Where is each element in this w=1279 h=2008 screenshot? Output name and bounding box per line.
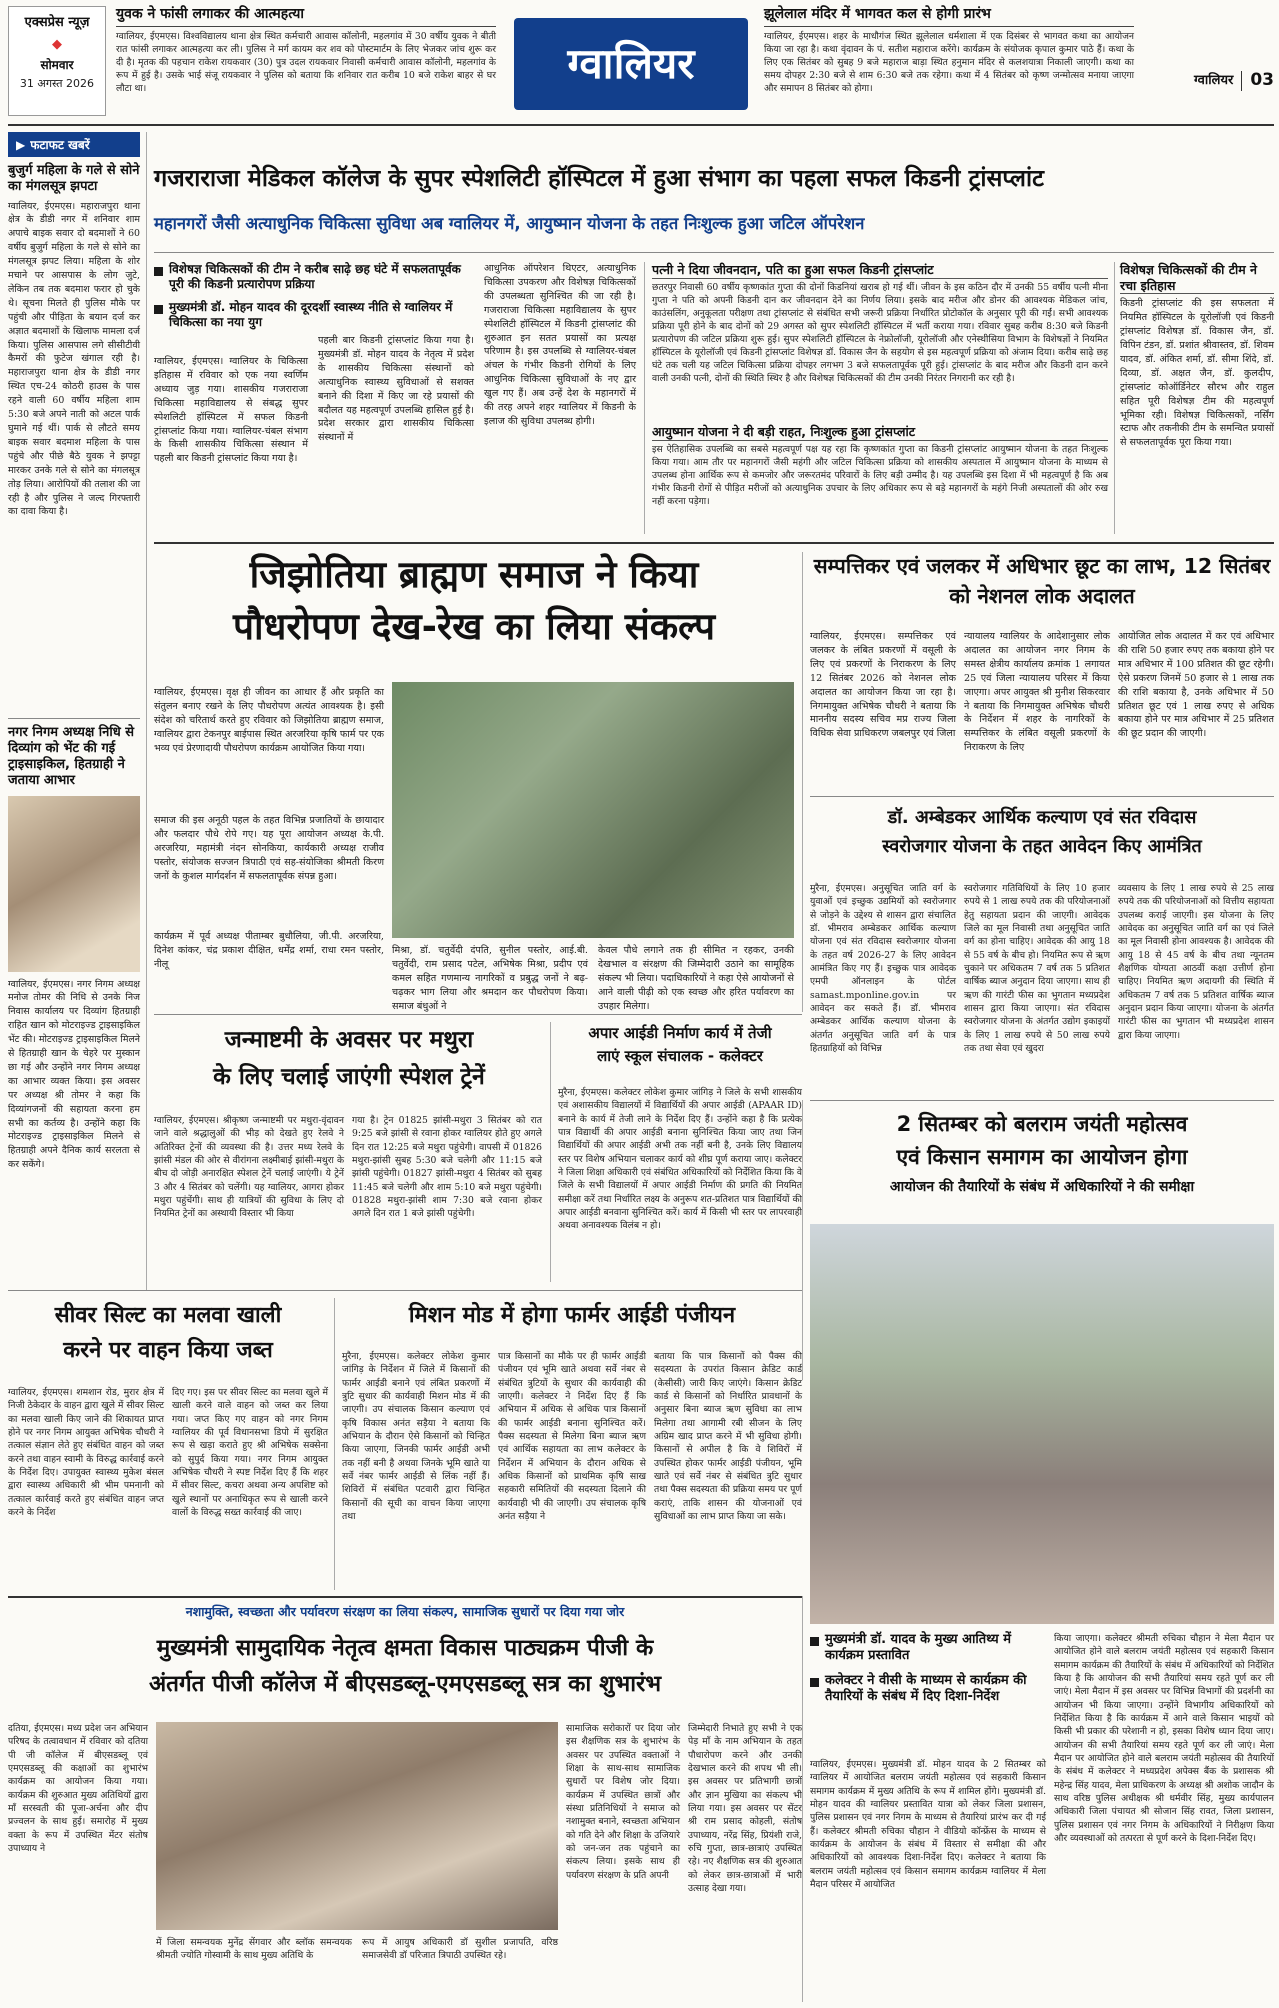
lead-bullet-2-text: मुख्यमंत्री डॉ. मोहन यादव की दूरदर्शी स्वास्थ्य नीति से ग्वालियर में चिकित्सा का नया युग (169, 300, 453, 329)
janmashtami-headline-2: के लिए चलाई जाएंगी स्पेशल ट्रेनें (213, 1063, 485, 1090)
balram-col1: ग्वालियर, ईएमएस। मुख्यमंत्री डॉ. मोहन यादव के 2 सितम्बर को ग्वालियर में आयोजित बलराम जयंती महोत्सव एवं सहकारी किसान समागम कार्यक्रम में मुख्य अतिथि के रूप में शामिल होंगे। मुख्यमंत्री डॉ. मोहन यादव की ग्वालियर प्रस्तावित यात्रा को लेकर जिला प्रशासन, पुलिस प्रशासन एवं नगर निगम के माध्यम से तैयारियां प्रारंभ कर दी गई हैं। कलेक्टर श्रीमती रुचिका चौहान ने वीडियो कॉन्फ्रेंस के माध्यम से कार्यक्रम के आयोजन के संबंध में विस्तार से समीक्षा की और अधिकारियों को आवश्यक दिशा-निर्देश दिए। कलेक्टर ने बताया कि बलराम जयंती महोत्सव एवं किसान समागम कार्यक्रम ग्वालियर में मेला मैदान परिसर में आयोजित (810, 1759, 1046, 1891)
janmashtami-headline-box (154, 1022, 544, 1106)
square-bullet-icon (810, 1678, 819, 1687)
apaar-headline-2: लाएं स्कूल संचालक - कलेक्टर (597, 1047, 763, 1066)
lead-rule-v1 (644, 262, 645, 534)
city-banner-title: ग्वालियर (567, 38, 695, 88)
top-left-story (116, 6, 496, 118)
lead-team-box (1120, 262, 1274, 536)
ambedkar-col3: व्यवसाय के लिए 1 लाख रुपये से 25 लाख रुपये तक की परियोजनाओं को वित्तीय सहायता उपलब्ध कराई जाएगी। इस योजना के लिए आवेदक का अनुसूचित जाति वर्ग का एवं जिले का मूल निवासी होना आवश्यक है। आवेदक की आयु 18 से 45 वर्ष के बीच तथा न्यूनतम शैक्षणिक योग्यता आठवीं कक्षा उत्तीर्ण होना चाहिए। नियमित ऋण अदायगी की स्थिति में अधिकतम 7 वर्ष तक 5 प्रतिशत वार्षिक ब्याज अनुदान प्रदान किया जाएगा। योजना के अंतर्गत गारंटी फीस का भुगतान भी मध्यप्रदेश शासन द्वारा किया जाएगा। (1118, 883, 1274, 1041)
bottom-rule (8, 1596, 802, 1598)
square-bullet-icon (810, 1637, 819, 1646)
ambedkar-headline-box (810, 804, 1274, 874)
city-banner (514, 18, 748, 110)
bottom-headline-box (8, 1630, 802, 1714)
lead-headline-box (154, 164, 1274, 210)
lead-box1-body: छतरपुर निवासी 60 वर्षीय कृष्णकांत गुप्ता की दोनों किडनियां खराब हो गई थीं। जीवन के इस कठिन दौर में उनकी 55 वर्षीय पत्नी मीना गुप्ता ने पति को अपनी किडनी दान कर जीवनदान देने का निर्णय लिया। इसके बाद मरीज और डोनर की आवश्यक मेडिकल जांच, काउंसलिंग, अनुकूलता परीक्षण तथा ट्रांसप्लांट से संबंधित सभी जरूरी प्रक्रिया निर्धारित प्रोटोकॉल के अनुसार पूरी की गईं। सभी आवश्यक प्रक्रिया पूरी होने के बाद दोनों को 29 अगस्त को सुपर स्पेशलिटी हॉस्पिटल में भर्ती कराया गया। रविवार सुबह करीब 8:30 बजे किडनी प्रत्यारोपण की जटिल प्रक्रिया शुरू हुई। सुपर स्पेशलिटी हॉस्पिटल के नेफ्रोलॉजी, यूरोलॉजी और एनेस्थीसिया विभाग के विशेषज्ञों ने नियमित हॉस्पिटल के यूरोलॉजी एवं किडनी ट्रांसप्लांट विशेषज्ञ डॉ. विकास जैन के सहयोग से इस महत्वपूर्ण प्रक्रिया को अंजाम दिया। करीब साढ़े छह घंटे तक चली यह जटिल चिकित्सा प्रक्रिया दोपहर लगभग 3 बजे सफलतापूर्वक पूरी हुई। ट्रांसप्लांट के बाद मरीज और किडनी दान करने वाली उनकी पत्नी, दोनों की स्थिति स्थिर है और विशेषज्ञ चिकित्सकों की टीम उनकी निरंतर निगरानी कर रही है। (652, 281, 1108, 385)
bottom-photo (156, 1722, 558, 1930)
bottom-col2: में जिला समन्वयक मुनेंद्र सेंगवार और ब्लॉक समन्वयक श्रीमती ज्योति गोस्वामी के साथ मुख्य अतिथि के (156, 1937, 352, 1962)
top-left-body: ग्वालियर, ईएमएस। विश्वविद्यालय थाना क्षेत्र स्थित कर्मचारी आवास कॉलोनी, महलगांव में 30 वर्षीय युवक ने बीती रात फांसी लगाकर आत्महत्या कर ली। पुलिस ने मर्ग कायम कर शव को पोस्टमार्टम के लिए भेजकर जांच शुरू कर दी है। मृतक की पहचान राकेश रायकवार (30) पुत्र उदल रायकवार निवासी कर्मचारी आवास कॉलोनी, महलगांव के रूप में हुई है। उसके भाई संजू रायकवार ने पुलिस को बताया कि शनिवार रात करीब 10 बजे राकेश बाहर से घर लौटा था। (116, 30, 496, 94)
sidebar-divider (8, 718, 140, 719)
plantation-body-1: ग्वालियर, ईएमएस। वृक्ष ही जीवन का आधार हैं और प्रकृति का संतुलन बनाए रखने के लिए पौधरोपण अत्यंत आवश्यक है। इसी संदेश को चरितार्थ करते हुए रविवार को जिझोतिया ब्राह्मण समाज, ग्वालियर द्वारा टेकनपुर बाईपास स्थित अरजरिया कृषि फार्म पर एक भव्य एवं प्रेरणादायी पौधरोपण कार्यक्रम आयोजित किया गया। (154, 687, 384, 754)
sidebar (8, 132, 140, 1290)
farmer-id-headline: मिशन मोड में होगा फार्मर आईडी पंजीयन (408, 1303, 736, 1328)
page-number: 03 (1250, 70, 1274, 91)
issue-day: सोमवार (40, 58, 74, 73)
sidebar-rule (146, 132, 147, 1290)
bottom-kicker: नशामुक्ति, स्वच्छता और पर्यावरण संरक्षण का लिया संकल्प, सामाजिक सुधारों पर दिया गया जोर (185, 1604, 625, 1619)
square-bullet-icon (154, 267, 163, 276)
lead-col2: पहली बार किडनी ट्रांसप्लांट किया गया है। मुख्यमंत्री डॉ. मोहन यादव के नेतृत्व में प्रदेश के शासकीय चिकित्सा संस्थानों को अत्याधुनिक स्वास्थ्य सुविधाओं से सशक्त बनाने की दिशा में किए जा रहे प्रयासों की बदौलत यह महत्वपूर्ण उपलब्धि हासिल हुई है। प्रदेश सरकार द्वारा शासकीय चिकित्सा संस्थानों में (318, 335, 474, 444)
sewer-col1: ग्वालियर, ईएमएस। शमशान रोड, मुरार क्षेत्र में निजी ठेकेदार के वाहन द्वारा खुले में सीवर सिल्ट का मलवा खाली किए जाने की शिकायत प्राप्त होने पर नगर निगम आयुक्त अभिषेक चौधरी ने तत्काल संज्ञान लेते हुए संबंधित वाहन को जब्त करने तथा वाहन स्वामी के विरुद्ध कार्रवाई करने के निर्देश दिए। उपायुक्त स्वास्थ्य मुकेश बंसल द्वारा स्वास्थ्य अधिकारी श्री भीम पमनानी को तत्काल कार्रवाई करते हुए संबंधित वाहन जप्त करने के निर्देश (8, 1387, 164, 1519)
janmashtami-col2: गया है। ट्रेन 01825 झांसी-मथुरा 3 सितंबर को रात 9:25 बजे झांसी से रवाना होकर ग्वालियर होते हुए अगले दिन रात 12:25 बजे मथुरा पहुंचेगी। वापसी में 01826 मथुरा-झांसी सुबह 5:30 बजे चलेगी और 11:15 बजे झांसी पहुंचेगी। 01827 झांसी-मथुरा 4 सितंबर को सुबह 11:45 बजे चलेगी और शाम 5:10 बजे मथुरा पहुंचेगी। 01828 मथुरा-झांसी शाम 7:30 बजे रवाना होकर अगले दिन रात 1 बजे झांसी पहुंचेगी। (352, 1115, 542, 1220)
farmer-id-headline-box (342, 1302, 802, 1342)
janmashtami-rule (550, 1022, 551, 1282)
bottom-kicker-box (8, 1604, 802, 1626)
tricycle-photo (8, 796, 140, 972)
plantation-body-2: समाज की इस अनूठी पहल के तहत विभिन्न प्रजातियों के छायादार और फलदार पौधे रोपे गए। यह पूरा आयोजन अध्यक्ष के.पी. अरजरिया, महामंत्री नंदन सोनकिया, कार्यकारी अध्यक्ष राजीव पस्तोर, संयोजक सज्जन त्रिपाठी एवं सह-संयोजिका श्रीमती किरण जनों के कुशल मार्गदर्शन में सफलतापूर्वक संपन्न हुआ। (154, 815, 384, 882)
top-left-headline: युवक ने फांसी लगाकर की आत्महत्या (116, 6, 496, 27)
lead-col1: ग्वालियर, ईएमएस। ग्वालियर के चिकित्सा इतिहास में रविवार को एक नया स्वर्णिम अध्याय जुड़ गया। शासकीय गजराराजा चिकित्सा महाविद्यालय से संबद्ध सुपर स्पेशलिटी हॉस्पिटल में सफल किडनी ट्रांसप्लांट किया गया। ग्वालियर-चंबल संभाग के किसी शासकीय चिकित्सा संस्थान में पहली बार किडनी ट्रांसप्लांट किया गया है। (154, 356, 308, 465)
lead-subhead-box (154, 214, 1274, 242)
arrow-icon: ▶ (16, 137, 26, 152)
plantation-headline-1: जिझोतिया ब्राह्मण समाज ने किया (249, 553, 699, 596)
plantation-bottom-rule (154, 1014, 802, 1015)
lead-bullet-1-text: विशेषज्ञ चिकित्सकों की टीम ने करीब साढ़े छह घंटे में सफलतापूर्वक पूरी की किडनी प्रत्यारोपण प्रक्रिया (169, 262, 461, 291)
page-label: ग्वालियर (1194, 72, 1234, 88)
bottom-headline-1: मुख्यमंत्री सामुदायिक नेतृत्व क्षमता विकास पाठ्यक्रम पीजी के (156, 1635, 654, 1661)
property-tax-rule (810, 796, 1274, 797)
sidebar-story1-body: ग्वालियर, ईएमएस। महाराजपुरा थाना क्षेत्र के डीडी नगर में शनिवार शाम अपाचे बाइक सवार दो बदमाशों ने 60 वर्षीय बुजुर्ग महिला के गले से सोने का मंगलसूत्र झपट लिया। महिला के शोर मचाने पर आसपास के लोग जुटे, लेकिन तब तक बदमाश फरार हो चुके थे। सूचना मिलते ही पुलिस मौके पर पहुंची और पीड़िता के बयान दर्ज कर अज्ञात बदमाशों के खिलाफ मामला दर्ज किया। पुलिस आसपास लगे सीसीटीवी कैमरों की फुटेज खंगाल रही है। महाराजपुरा थाना क्षेत्र के डीडी नगर स्थित एच-24 कोठरी हाउस के पास रहने वाली 60 वर्षीय महिला शाम 5:30 बजे अपने नाती को अटल पार्क घुमाने गई थीं। पार्क से लौटते समय बाइक सवार बदमाश महिला के पास पहुंचे और पीछे बैठे युवक ने झपट्टा मारकर उनके गले से सोने का मंगलसूत्र तोड़ लिया। आरोपियों की तलाश की जा रही है और पुलिस ने जल्द गिरफ्तारी का दावा किया है। (8, 200, 140, 518)
property-tax-headline-box (810, 552, 1274, 622)
sewer-rule (334, 1298, 335, 1590)
farmer-id-col1: मुरैना, ईएमएस। कलेक्टर लोकेश कुमार जांगिड़ के निर्देशन में जिले में किसानों की फार्मर आईडी बनाने एवं लंबित प्रकरणों में त्रुटि सुधार की कार्यवाही मिशन मोड में की जाएगी। उप संचालक किसान कल्याण एवं कृषि विकास अनंत सड़ैया ने बताया कि अभियान के दौरान ऐसे किसानों को चिन्हित किया जाएगा, जिनकी फार्मर आईडी अभी तक नहीं बनी है अथवा जिनके भूमि खाते या सर्वे नंबर फार्मर आईडी से लिंक नहीं हैं। शिविरों में संबंधित पटवारी द्वारा चिन्हित किसानों की सूची का वाचन किया जाएगा तथा (342, 1351, 490, 1523)
ambedkar-headline-2: स्वरोजगार योजना के तहत आवेदन किए आमंत्रित (882, 835, 1202, 857)
brand-star-icon: ◆ (52, 37, 62, 53)
balram-photo (810, 1224, 1274, 1624)
top-right-headline: झूलेलाल मंदिर में भागवत कल से होगी प्रारंभ (764, 6, 1134, 27)
balram-bullet-2 (810, 1673, 1050, 1706)
lead-box2-body: इस ऐतिहासिक उपलब्धि का सबसे महत्वपूर्ण पक्ष यह रहा कि कृष्णकांत गुप्ता का किडनी ट्रांसप्लांट आयुष्मान योजना के तहत निःशुल्क किया गया। आम तौर पर महानगरों जैसी महंगी और जटिल चिकित्सा प्रक्रिया को शासकीय अस्पताल में आयुष्मान योजना के माध्यम से उपलब्ध होना आर्थिक रूप से कमजोर और जरूरतमंद परिवारों के लिए बड़ी उम्मीद है। यह उपलब्धि इस दिशा में भी महत्वपूर्ण है कि अब गंभीर किडनी रोगों से पीड़ित मरीजों को अत्याधुनिक उपचार के लिए अधिकार रूप से बड़े महानगरों के महंगे निजी अस्पतालों की ओर रुख नहीं करना पड़ेगा। (652, 443, 1108, 507)
plantation-headline-2: पौधरोपण देख-रेख का लिया संकल्प (232, 605, 716, 649)
plantation-body-3: कार्यक्रम में पूर्व अध्यक्ष पीताम्बर बुधौलिया, जी.पी. अरजरिया, दिनेश कांकर, चंद्र प्रकाश दीक्षित, धर्मेंद्र शर्मा, राधा रमन पस्तोर, नीलू (154, 931, 384, 970)
sidebar-story2-headline: नगर निगम अध्यक्ष निधि से दिव्यांग को भेंट की गई ट्राइसाइकिल, हितग्राही ने जताया आभार (8, 724, 135, 789)
sidebar-story1-headline: बुजुर्ग महिला के गले से सोने का मंगलसूत्र झपटा (8, 163, 140, 195)
janmashtami-headline-1: जन्माष्टमी के अवसर पर मथुरा (224, 1027, 474, 1053)
lead-team-title: विशेषज्ञ चिकित्सकों की टीम ने रचा इतिहास (1120, 262, 1274, 294)
lead-rule-v2 (1114, 262, 1115, 534)
folio-divider (1241, 71, 1242, 91)
property-tax-col2: न्यायालय ग्वालियर के आदेशानुसार लोक अदालत का आयोजन नगर निगम के समस्त क्षेत्रीय कार्यालय क्रमांक 1 लगायत 25 एवं जिला न्यायालय परिसर में किया जाएगा। अपर आयुक्त श्री मुनीश सिकरवार ने बताया कि निगमायुक्त अभिषेक चौधरी के निर्देशन में शहर के नागरिकों के सम्पत्तिकर के लंबित वसूली प्रकरणों के निराकरण के लिए (964, 631, 1110, 754)
lead-headline: गजराराजा मेडिकल कॉलेज के सुपर स्पेशलिटी हॉस्पिटल में हुआ संभाग का पहला सफल किडनी ट्रांसप्लांट (154, 164, 1044, 192)
lead-box1 (652, 262, 1108, 420)
property-tax-col1: ग्वालियर, ईएमएस। सम्पत्तिकर एवं जलकर के लंबित प्रकरणों में वसूली के लिए एवं प्रकरणों के निराकरण के लिए 12 सितंबर 2026 को नेशनल लोक अदालत का आयोजन किया जा रहा है। निगमायुक्त अभिषेक चौधरी ने बताया कि माननीय सदस्य सचिव मप्र राज्य जिला विधिक सेवा प्राधिकरण जबलपुर एवं जिला (810, 631, 956, 740)
balram-bullet-1 (810, 1632, 1050, 1665)
apaar-headline-1: अपार आईडी निर्माण कार्य में तेजी (588, 1024, 772, 1042)
sewer-headline-2: करने पर वाहन किया जब्त (63, 1338, 273, 1364)
balram-col2: किया जाएगा। कलेक्टर श्रीमती रुचिका चौहान ने मेला मैदान पर आयोजित होने वाले बलराम जयंती महोत्सव एवं सहकारी किसान समागम कार्यक्रम की तैयारियों के संबंध में अधिकारियों को निर्देशित किया है कि आयोजन की सभी तैयारियां समय रहते पूर्ण कर ली जाएं। मेला मैदान में इस अवसर पर विभिन्न विभागों की प्रदर्शनी का आयोजन भी किया जाएगा। उन्होंने विभागीय अधिकारियों को निर्देशित किया है कि कार्यक्रम में आने वाले किसान भाइयों को किसी भी प्रकार की परेशानी न हो, इसका विशेष ध्यान दिया जाए। आयोजन की सभी तैयारियां समय रहते पूर्ण कर ली जाएं। मेला मैदान पर आयोजित होने वाले बलराम जयंती महोत्सव की तैयारियों के संबंध में कलेक्टर ने मध्यप्रदेश अपेक्स बैंक के प्रशासक श्री महेन्द्र सिंह यादव, मेला प्राधिकरण के अध्यक्ष श्री अशोक जादौन के साथ वरिष्ठ पुलिस अधीक्षक श्री धर्मवीर सिंह, मुख्य कार्यपालन अधिकारी जिला पंचायत श्री सोजान सिंह रावत, जिला प्रशासन, पुलिस प्रशासन एवं नगर निगम के अधिकारियों ने निरीक्षण किया और व्यवस्थाओं को तत्परता से पूर्ण करने के दिशा-निर्देश दिए। (1054, 1633, 1274, 1845)
top-right-story (764, 6, 1134, 118)
balram-headline-1: 2 सितम्बर को बलराम जयंती महोत्सव (896, 1112, 1188, 1136)
bottom-col1: दतिया, ईएमएस। मध्य प्रदेश जन अभियान परिषद के तत्वावधान में रविवार को दतिया पी जी कॉलेज में बीएसडब्लू एवं एमएसडब्लू की कक्षाओं का शुभारंभ कार्यक्रम का आयोजन किया गया। कार्यक्रम की शुरुआत मुख्य अतिथियों द्वारा माँ सरस्वती की पूजा-अर्चना और दीप प्रज्वलन के साथ हुई। समारोह में मुख्य वक्ता के रूप में उपस्थित मेंटर संतोष उपाध्याय ने (8, 1723, 148, 1855)
lead-bottom-rule (154, 542, 1274, 544)
plantation-body-4: मिश्रा, डॉ. चतुर्वेदी दंपति, सुनील पस्तोर, आई.बी. चतुर्वेदी, राम प्रसाद पटेल, अभिषेक मिश्रा, प्रदीप एवं कमल सहित गणमान्य नागरिकों व प्रबुद्ध जनों ने बढ़-चढ़कर भाग लिया और श्रमदान कर पौधरोपण किया। समाज बंधुओं ने (392, 945, 588, 1012)
sidebar-story2-body: ग्वालियर, ईएमएस। नगर निगम अध्यक्ष मनोज तोमर की निधि से उनके निज निवास कार्यालय पर दिव्यांग हितग्राही राहित खान को मोटराइज्ड ट्राइसाइकिल भेंट की। मोटराइज्ड ट्राइसाइकिल मिलने से हितग्राही खान के चेहरे पर मुस्कान छा गई और उन्होंने नगर निगम अध्यक्ष का आभार व्यक्त किया। इस अवसर पर अध्यक्ष श्री तोमर ने कहा कि दिव्यांगजनों की सहायता करना हम सभी का कर्तव्य है। उन्होंने कहा कि मोटराइज्ड ट्राइसाइकिल मिलने से हितग्राही अपने दैनिक कार्य सरलता से कर सकेंगे। (8, 978, 140, 1171)
farmer-id-col2: पात्र किसानों का मौके पर ही फार्मर आईडी पंजीयन एवं भूमि खाते अथवा सर्वे नंबर से संबंधित त्रुटियों के सुधार की कार्यवाही की जाएगी। कलेक्टर ने निर्देश दिए हैं कि अभियान में अधिक से अधिक पात्र किसानों की फार्मर आईडी बनाना सुनिश्चित करें। पैक्स सदस्यता से मिलेगा बिना ब्याज ऋण एवं आर्थिक सहायता का लाभ कलेक्टर के निर्देशन में अभियान के दौरान अधिक से अधिक किसानों को प्राथमिक कृषि साख सहकारी समितियों की सदस्यता दिलाने की कार्यवाही भी की जाएगी। उप संचालक कृषि अनंत सड़ैया ने (498, 1351, 646, 1523)
balram-headline-box (810, 1108, 1274, 1218)
brand-name: एक्सप्रेस न्यूज़ (24, 15, 90, 30)
lead-subhead: महानगरों जैसी अत्याधुनिक चिकित्सा सुविधा अब ग्वालियर में, आयुष्मान योजना के तहत निःशुल्क हुआ जटिल ऑपरेशन (154, 214, 865, 233)
lead-box2 (652, 424, 1108, 536)
sewer-headline-1: सीवर सिल्ट का मलवा खाली (54, 1303, 282, 1328)
plantation-photo (392, 682, 794, 938)
plantation-body-5: केवल पौधे लगाने तक ही सीमित न रहकर, उनकी देखभाल व संरक्षण की जिम्मेदारी उठाने का सामूहिक संकल्प भी लिया। पदाधिकारियों ने कहा ऐसे आयोजनों से आने वाली पीढ़ी को एक स्वच्छ और हरित पर्यावरण का उपहार मिलेगा। (598, 945, 794, 1012)
bottom-col5: जिम्मेदारी निभाते हुए सभी ने एक पेड़ माँ के नाम अभियान के तहत पौधारोपण करने और उनकी देखभाल करने की शपथ भी ली। इस अवसर पर प्रतिभागी छात्रों और ज्ञान मुखिया का संकल्प भी लिया गया। इस अवसर पर सेंटर श्री राम प्रसाद कोहली, संतोष उपाध्याय, नरेंद्र सिंह, प्रियंशी राजे, रुचि गुप्ता, छात्र-छात्राएं उपस्थित रहे। नए शैक्षणिक सत्र की शुरुआत को लेकर छात्र-छात्राओं में भारी उत्साह देखा गया। (688, 1723, 802, 1895)
page-folio (1142, 68, 1274, 94)
ambedkar-col1: मुरैना, ईएमएस। अनुसूचित जाति वर्ग के युवाओं एवं इच्छुक उद्यमियों को स्वरोजगार से जोड़ने के उद्देश्य से शासन द्वारा संचालित डॉ. भीमराव अम्बेडकर आर्थिक कल्याण योजना एवं संत रविदास स्वरोजगार योजना के तहत वर्ष 2026-27 के लिए आवेदन आमंत्रित किए गए हैं। इच्छुक पात्र आवेदक एमपी ऑनलाइन के पोर्टल samast.mponline.gov.in पर आवेदन कर सकते हैं। डॉ. भीमराव अम्बेडकर आर्थिक कल्याण योजना के अंतर्गत अनुसूचित जाति वर्ग के पात्र हितग्राहियों को विभिन्न (810, 883, 956, 1055)
farmer-id-col3: बताया कि पात्र किसानों को पैक्स की सदस्यता के उपरांत किसान क्रेडिट कार्ड (केसीसी) जारी किए जाएंगे। किसान क्रेडिट कार्ड से किसानों को निर्धारित प्रावधानों के अनुसार बिना ब्याज ऋण सुविधा का लाभ मिलेगा तथा आगामी रबी सीजन के लिए अग्रिम खाद प्राप्त करने में भी सुविधा होगी। किसानों से अपील है कि वे शिविरों में उपस्थित होकर फार्मर आईडी पंजीयन, भूमि खाते एवं सर्वे नंबर से संबंधित त्रुटि सुधार तथा पैक्स सदस्यता की प्रक्रिया समय पर पूर्ण कराएं, ताकि शासन की योजनाओं एवं सुविधाओं का लाभ प्राप्त किया जा सके। (654, 1351, 802, 1523)
lead-team-body: किडनी ट्रांसप्लांट की इस सफलता में नियमित हॉस्पिटल के यूरोलॉजी एवं किडनी ट्रांसप्लांट विशेषज्ञ डॉ. विकास जैन, डॉ. विपिन टंडन, डॉ. प्रशांत श्रीवास्तव, डॉ. शिवम यादव, डॉ. अंकित शर्मा, डॉ. सीमा शिंदे, डॉ. दिव्या, डॉ. अक्षत जैन, डॉ. कुलदीप, ट्रांसप्लांट कोऑर्डिनेटर सौरभ और राहुल सहित पूरी विशेषज्ञ टीम की महत्वपूर्ण भूमिका रही। विशेषज्ञ चिकित्सकों, नर्सिंग स्टाफ और तकनीकी टीम के समन्वित प्रयासों से सफलतापूर्वक पूरा किया गया। (1120, 298, 1274, 449)
apaar-headline-box (558, 1022, 802, 1080)
balram-lower-rule (802, 1596, 803, 2002)
balram-bullet-1-text: मुख्यमंत्री डॉ. यादव के मुख्य आतिथ्य में कार्यक्रम प्रस्तावित (825, 1632, 1011, 1664)
balram-bullet-2-text: कलेक्टर ने वीसी के माध्यम से कार्यक्रम की तैयारियों के संबंध में दिए दिशा-निर्देश (825, 1672, 1027, 1704)
apaar-body: मुरैना, ईएमएस। कलेक्टर लोकेश कुमार जांगिड़ ने जिले के सभी शासकीय एवं अशासकीय विद्यालयों में विद्यार्थियों की अपार आईडी (APAAR ID) बनाने के कार्य में तेजी लाने के निर्देश दिए हैं। उन्होंने कहा है कि प्रत्येक पात्र विद्यार्थी की अपार आईडी बनाना सुनिश्चित किया जाए तथा जिन विद्यार्थियों की अपार आईडी अभी तक नहीं बनी है, उनके लिए विद्यालय स्तर पर विशेष अभियान चलाकर कार्य को शीघ्र पूर्ण कराया जाए। कलेक्टर ने जिला शिक्षा अधिकारी एवं संबंधित अधिकारियों को निर्देशित किया कि वे जिले के सभी विद्यालयों में अपार आईडी निर्माण की प्रगति की नियमित समीक्षा करें तथा निर्धारित लक्ष्य के अनुरूप शत-प्रतिशत पात्र विद्यार्थियों की अपार आईडी बनवाना सुनिश्चित करें। कार्य में किसी भी स्तर पर लापरवाही अथवा अनावश्यक विलंब न हो। (558, 1087, 802, 1232)
ambedkar-rule (810, 1100, 1274, 1101)
lead-rule (154, 252, 1274, 253)
masthead-brand-box (8, 6, 106, 116)
masthead-rule (8, 124, 1274, 126)
balram-subhead: आयोजन की तैयारियों के संबंध में अधिकारियों ने की समीक्षा (889, 1179, 1195, 1196)
ambedkar-col2: स्वरोजगार गतिविधियों के लिए 10 हजार रुपये से 1 लाख रुपये तक की परियोजनाओं हेतु सहायता प्रदान की जाएगी। आवेदक जिले का मूल निवासी तथा अनुसूचित जाति वर्ग का होना चाहिए। आवेदक की आयु 18 से 55 वर्ष के बीच हो। नियमित रूप से ऋण चुकाने पर अधिकतम 7 वर्ष तक 5 प्रतिशत वार्षिक ब्याज अनुदान दिया जाएगा। साथ ही ऋण की गारंटी फीस का भुगतान मध्यप्रदेश शासन द्वारा किया जाएगा। संत रविदास स्वरोजगार योजना के अंतर्गत उद्योग इकाइयों के लिए 1 लाख रुपये से 50 लाख रुपये तक तथा सेवा एवं खुदरा (964, 883, 1110, 1055)
middle-rule (8, 1290, 802, 1291)
janmashtami-col1: ग्वालियर, ईएमएस। श्रीकृष्ण जन्माष्टमी पर मथुरा-वृंदावन जाने वाले श्रद्धालुओं की भीड़ को देखते हुए रेलवे ने अतिरिक्त ट्रेनों की व्यवस्था की है। उत्तर मध्य रेलवे के झांसी मंडल की ओर से वीरांगना लक्ष्मीबाई झांसी-मथुरा के बीच दो जोड़ी अनारक्षित स्पेशल ट्रेनें चलाई जाएंगी। ये ट्रेनें 3 और 4 सितंबर को चलेंगी। यह ग्वालियर, आगरा होकर मथुरा पहुंचेंगी। साथ ही यात्रियों की सुविधा के लिए दो नियमित ट्रेनों का अस्थायी विस्तार भी किया (154, 1115, 344, 1220)
balram-headline-2: एवं किसान समागम का आयोजन होगा (896, 1144, 1188, 1169)
ambedkar-headline-1: डॉ. अम्बेडकर आर्थिक कल्याण एवं संत रविदास (887, 807, 1197, 828)
issue-date: 31 अगस्त 2026 (19, 77, 95, 91)
balram-rule (802, 1100, 803, 1380)
lead-box1-title: पत्नी ने दिया जीवनदान, पति का हुआ सफल किडनी ट्रांसप्लांट (652, 262, 1108, 279)
bottom-headline-2: अंतर्गत पीजी कॉलेज में बीएसडब्लू-एमएसडब्लू सत्र का शुभारंभ (148, 1671, 662, 1697)
plantation-headline-box (154, 552, 794, 664)
property-tax-headline: सम्पत्तिकर एवं जलकर में अधिभार छूट का लाभ, 12 सितंबर को नेशनल लोक अदालत (813, 554, 1271, 608)
square-bullet-icon (154, 305, 163, 314)
bottom-col3: रूप में आयुष अधिकारी डॉ सुशील प्रजापति, वरिष्ठ समाजसेवी डॉ परिजात त्रिपाठी उपस्थित रहे। (362, 1937, 558, 1962)
sewer-col2: दिए गए। इस पर सीवर सिल्ट का मलवा खुले में खाली करने वाले वाहन को जब्त कर लिया गया। जप्त किए गए वाहन को नगर निगम ग्वालियर की पूर्व विधानसभा डिपो में सुरक्षित रूप से खड़ा कराते हुए श्री अभिषेक सक्सेना को सुपुर्द किया गया। नगर निगम आयुक्त अभिषेक चौधरी ने स्पष्ट निर्देश दिए हैं कि शहर में सीवर सिल्ट, कचरा अथवा अन्य अपशिष्ट को खुले स्थानों पर अनाधिकृत रूप से खाली करने वालों के विरुद्ध सख्त कार्रवाई की जाए। (172, 1387, 328, 1519)
top-right-body: ग्वालियर, ईएमएस। शहर के माधौगंज स्थित झूलेलाल धर्मशाला में एक दिसंबर से भागवत कथा का आयोजन किया जा रहा है। कथा वृंदावन के पं. सतीश महाराज करेंगे। कार्यक्रम के संयोजक कृपाल कुमार पाठे हैं। कथा के लिए एक सितंबर को सुबह 9 बजे महाराज बाड़ा स्थित हनुमान मंदिर से कलशयात्रा निकाली जाएगी। कथा का समय दोपहर 2:30 बजे से शाम 6:30 बजे तक रहेगा। कथा में 4 सितंबर को कृष्ण जन्मोत्सव मनाया जाएगा और समापन 8 सितंबर को होगा। (764, 30, 1134, 94)
sidebar-label-text: फटाफट खबरें (30, 138, 90, 152)
lead-box2-title: आयुष्मान योजना ने दी बड़ी राहत, निःशुल्क हुआ ट्रांसप्लांट (652, 424, 1108, 441)
sidebar-label (8, 132, 140, 157)
property-tax-col3: आयोजित लोक अदालत में कर एवं अधिभार की राशि 50 हजार रुपए तक बकाया होने पर मात्र अधिभार में 100 प्रतिशत की छूट रहेगी। ऐसे प्रकरण जिनमें 50 हजार से 1 लाख तक की राशि बकाया है, उनके अधिभार में 50 प्रतिशत छूट एवं 1 लाख रुपए से अधिक बकाया होने पर मात्र अधिभार में 25 प्रतिशत की छूट प्रदान की जाएगी। (1118, 631, 1274, 740)
bottom-col4: सामाजिक सरोकारों पर दिया जोर इस शैक्षणिक सत्र के शुभारंभ के अवसर पर उपस्थित वक्ताओं ने शिक्षा के साथ-साथ सामाजिक सुधारों पर विशेष जोर दिया। कार्यक्रम में उपस्थित छात्रों और संस्था प्रतिनिधियों ने समाज को नशामुक्त बनाने, स्वच्छता अभियान को गति देने और शिक्षा के उजियारे को जन-जन तक पहुंचाने का संकल्प लिया। इसके साथ ही पर्यावरण संरक्षण के प्रति अपनी (566, 1723, 680, 1881)
plantation-rule (802, 552, 803, 1012)
sewer-headline-box (8, 1298, 328, 1378)
lead-col3: आधुनिक ऑपरेशन थिएटर, अत्याधुनिक चिकित्सा उपकरण और विशेषज्ञ चिकित्सकों की उपलब्धता सुनिश्चित की जा रही है। गजराराजा चिकित्सा महाविद्यालय के सुपर स्पेशलिटी हॉस्पिटल में किडनी ट्रांसप्लांट की शुरुआत इन सतत प्रयासों का प्रत्यक्ष परिणाम है। इस उपलब्धि से ग्वालियर-चंबल अंचल के गंभीर किडनी रोगियों के लिए आधुनिक चिकित्सा सुविधाओं के नए द्वार खुल गए हैं। अब उन्हें देश के महानगरों में की तरह अपने शहर ग्वालियर में किडनी के इलाज की सुविधा उपलब्ध होगी। (484, 263, 636, 427)
balram-bullets (810, 1632, 1050, 1752)
